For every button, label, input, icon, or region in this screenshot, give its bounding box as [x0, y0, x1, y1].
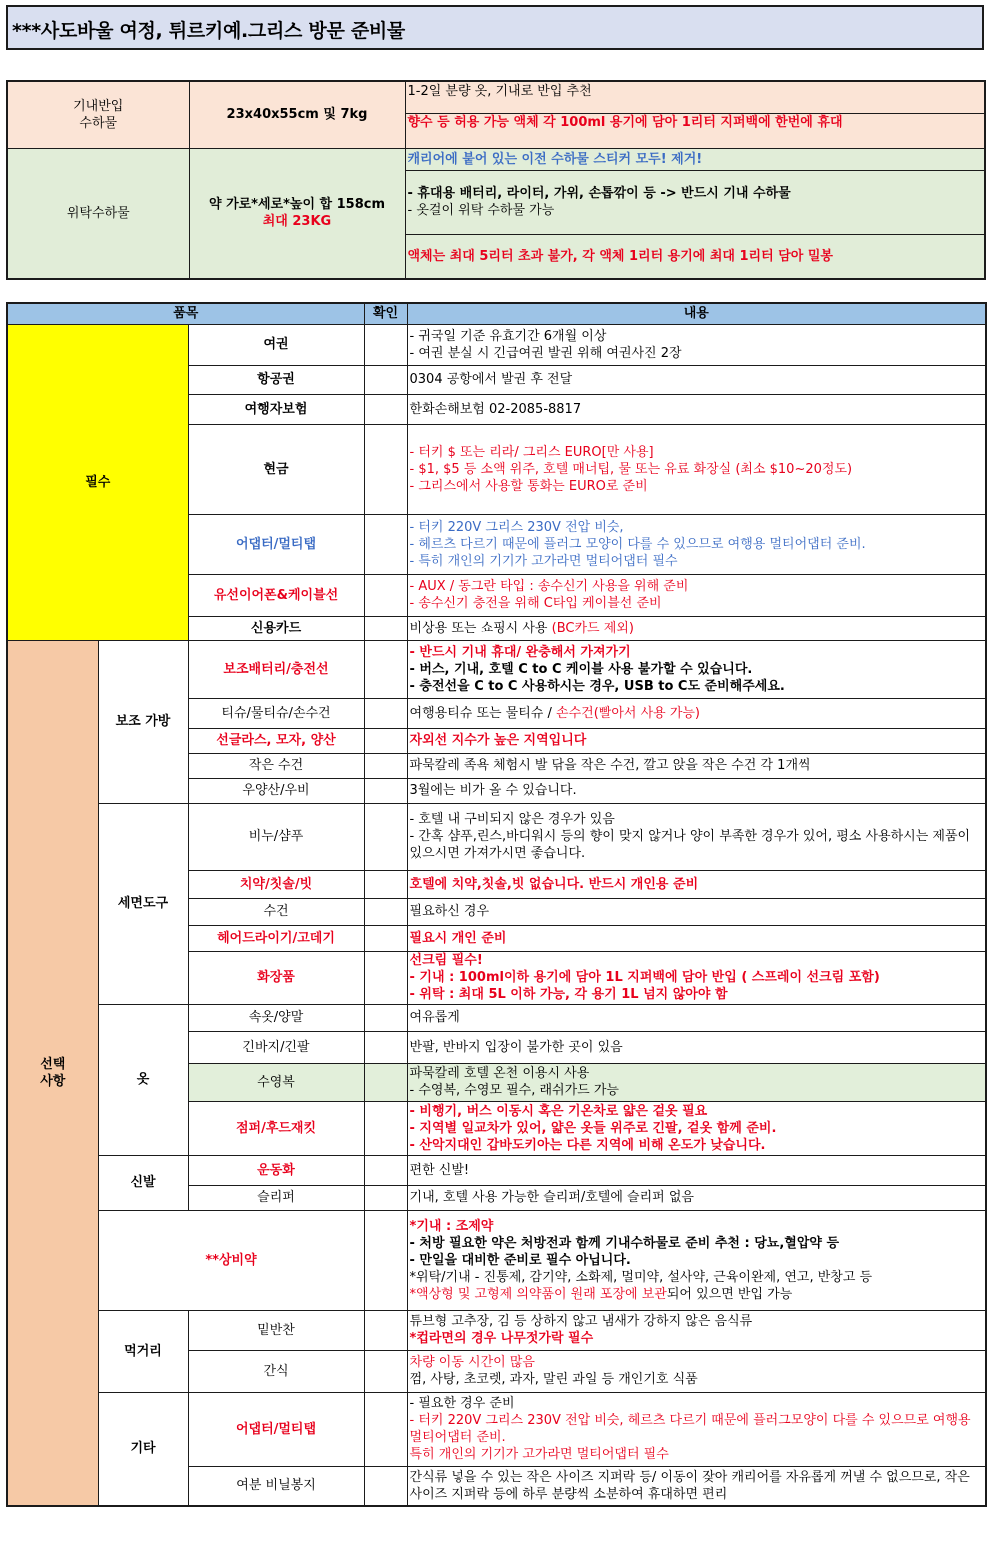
header-content: 내용: [407, 303, 986, 324]
check-box[interactable]: [364, 1392, 407, 1466]
baggage-note: - 휴대용 배터리, 라이터, 가위, 손톱깎이 등 -> 반드시 기내 수하물 - 옷걸이 위탁 수하물 가능: [405, 170, 985, 234]
content-segment: 여행용티슈 또는 물티슈 /: [409, 705, 557, 721]
item-content: [407, 803, 986, 870]
table-row: [7, 1004, 986, 1031]
item-name: [188, 925, 364, 951]
content-line: - $1, $5 등 소액 위주, 호텔 매너팁, 물 또는 유료 화장실 (최소 $10~20정도): [409, 461, 853, 477]
check-box[interactable]: [364, 1185, 407, 1210]
group-name: [98, 640, 188, 803]
content-line: - 수영복, 수영모 필수, 래쉬가드 가능: [409, 1083, 619, 1098]
document-title: ***사도바울 여정, 튀르키예.그리스 방문 준비물: [12, 20, 405, 42]
check-box[interactable]: [364, 951, 407, 1004]
item-name: [188, 1063, 364, 1101]
group-name-text: 먹거리: [124, 1343, 162, 1359]
check-box[interactable]: [364, 728, 407, 753]
item-name-text: 슬리퍼: [257, 1190, 295, 1205]
check-box[interactable]: [364, 870, 407, 898]
content-line: - 필요한 경우 준비: [409, 1396, 515, 1411]
check-box[interactable]: [364, 616, 407, 640]
item-name: [188, 640, 364, 698]
item-name: [188, 778, 364, 803]
content-line: - 터키 220V 그리스 230V 전압 비슷,: [409, 519, 624, 535]
item-name-text: 운동화: [257, 1162, 295, 1178]
check-box[interactable]: [364, 1031, 407, 1063]
item-name-text: 보조배터리/충전선: [223, 661, 329, 677]
item-name-text: 어댑터/멀티탭: [235, 1421, 317, 1437]
check-box[interactable]: [364, 394, 407, 424]
check-box[interactable]: [364, 1101, 407, 1155]
item-name-text: 여분 비닐봉지: [236, 1478, 316, 1494]
content-line: 기내, 호텔 사용 가능한 슬리퍼/호텔에 슬리퍼 없음: [409, 1190, 694, 1205]
content-line: 한화손해보험 02-2085-8817: [409, 401, 582, 417]
item-name: [188, 1031, 364, 1063]
category-label: 필수: [85, 474, 111, 490]
group-name-text: 세면도구: [117, 896, 169, 911]
item-content: [407, 1350, 986, 1392]
content-line: *컵라면의 경우 나무젓가락 필수: [409, 1331, 594, 1346]
content-line: 0304 공항에서 발권 후 전달: [409, 372, 573, 387]
item-content: [407, 1004, 986, 1031]
content-line: *위탁/기내 - 진통제, 감기약, 소화제, 멀미약, 설사약, 근육이완제, 연고, 반창고 등: [409, 1269, 873, 1285]
content-line: - 그리스에서 사용할 통화는 EURO로 준비: [409, 478, 648, 494]
item-name: [188, 616, 364, 640]
item-name: [188, 1101, 364, 1155]
check-box[interactable]: [364, 803, 407, 870]
item-name-text: 수건: [263, 904, 289, 919]
check-box[interactable]: [364, 1310, 407, 1350]
group-name-text: 신발: [130, 1175, 156, 1190]
baggage-type-carryon: 기내반입 수하물: [7, 81, 189, 148]
content-line: 여유롭게: [409, 1010, 460, 1025]
content-line: - 헤르츠 다르기 때문에 플러그 모양이 다를 수 있으므로 여행용 멀티어댑터 준비.: [409, 536, 866, 552]
content-line: *기내 : 조제약: [409, 1218, 494, 1234]
check-box[interactable]: [364, 698, 407, 728]
check-box[interactable]: [364, 324, 407, 365]
content-line: - 터키 $ 또는 리라/ 그리스 EURO[만 사용]: [409, 444, 654, 460]
group-name: [98, 1310, 188, 1392]
check-box[interactable]: [364, 753, 407, 778]
check-box[interactable]: [364, 1155, 407, 1185]
content-line: 특히 개인의 기기가 고가라면 멀티어댑터 필수: [409, 1447, 669, 1462]
item-content: [407, 365, 986, 394]
header-check: 확인: [364, 303, 407, 324]
item-content: [407, 616, 986, 640]
content-segment: (BC카드 제외): [551, 620, 634, 636]
table-row: [7, 1310, 986, 1350]
check-box[interactable]: [364, 1350, 407, 1392]
item-name: [188, 753, 364, 778]
item-name: [188, 898, 364, 925]
checklist-table: [6, 302, 987, 1507]
item-name: [188, 1350, 364, 1392]
table-row: [7, 1155, 986, 1185]
item-name-text: 속옷/양말: [248, 1010, 304, 1025]
item-content: [407, 1031, 986, 1063]
content-line: - 위탁 : 최대 5L 이하 가능, 각 용기 1L 넘지 않아야 함: [409, 987, 728, 1002]
content-line: 선크림 필수!: [409, 953, 483, 968]
content-line: [410, 705, 984, 722]
item-name: [188, 951, 364, 1004]
content-segment: 되어 있으면 반입 가능: [666, 1286, 793, 1302]
item-name-text: 수영복: [257, 1074, 295, 1090]
content-line: 필요하신 경우: [409, 904, 489, 919]
check-box[interactable]: [364, 574, 407, 616]
item-content: [407, 1185, 986, 1210]
category-label: 사항: [40, 1073, 66, 1089]
content-line: 호텔에 치약,칫솔,빗 없습니다. 반드시 개인용 준비: [409, 876, 699, 892]
item-name-text: 화장품: [257, 970, 295, 985]
item-name: [188, 574, 364, 616]
group-name: [98, 1155, 188, 1210]
item-name-text: 티슈/물티슈/손수건: [221, 705, 331, 721]
item-name: [188, 365, 364, 394]
content-line: - 처방 필요한 약은 처방전과 함께 기내수하물로 준비 추천 : 당뇨,혈압약 등: [409, 1235, 840, 1251]
item-content: [407, 778, 986, 803]
item-name-text: 우양산/우비: [242, 783, 310, 798]
item-name: [188, 728, 364, 753]
group-name: [98, 803, 188, 1004]
item-name-text: 항공권: [257, 372, 295, 387]
category-label: 선택: [40, 1056, 66, 1072]
content-line: - 버스, 기내, 호텔 C to C 케이블 사용 불가할 수 있습니다.: [409, 661, 753, 677]
item-name: [188, 1310, 364, 1350]
item-name-text: 작은 수건: [248, 758, 304, 773]
item-content: [407, 574, 986, 616]
check-box[interactable]: [364, 778, 407, 803]
item-name: [188, 1392, 364, 1466]
content-segment: 비상용 또는 쇼핑시 사용: [409, 620, 552, 636]
item-name-text: 밑반찬: [257, 1322, 295, 1338]
category-required: [7, 324, 188, 640]
content-line: - AUX / 동그란 타입 : 송수신기 사용을 위해 준비: [409, 579, 689, 594]
item-name-text: 점퍼/후드재킷: [235, 1120, 317, 1136]
item-name: [188, 424, 364, 514]
content-line: - 충전선을 C to C 사용하시는 경우, USB to C도 준비해주세요.: [409, 678, 785, 694]
item-content: [407, 753, 986, 778]
item-content: [407, 394, 986, 424]
item-name-text: 유선이어폰&케이블선: [213, 587, 339, 603]
baggage-note: 캐리어에 붙어 있는 이전 수하물 스티커 모두! 제거!: [405, 148, 985, 170]
content-line: 반팔, 반바지 입장이 불가한 곳이 있음: [409, 1039, 623, 1055]
item-content: [407, 898, 986, 925]
content-line: - 산악지대인 갑바도키아는 다른 지역에 비해 온도가 낮습니다.: [409, 1137, 766, 1153]
item-name: [188, 1004, 364, 1031]
check-box[interactable]: [364, 640, 407, 698]
item-name-text: 간식: [263, 1363, 289, 1379]
content-line: - 송수신기 충전을 위해 C타입 케이블선 준비: [409, 596, 662, 611]
content-line: - 특히 개인의 기기가 고가라면 멀티어댑터 필수: [409, 553, 678, 569]
content-line: 차량 이동 시간이 많음: [409, 1355, 535, 1370]
item-name: [188, 1185, 364, 1210]
content-line: - 지역별 일교차가 있어, 얇은 옷들 위주로 긴팔, 겉옷 함께 준비.: [409, 1120, 777, 1136]
item-content: [407, 1310, 986, 1350]
item-name: [98, 1210, 364, 1310]
item-name: [188, 394, 364, 424]
item-name-text: 어댑터/멀티탭: [235, 536, 317, 552]
group-name: [98, 1004, 188, 1155]
item-name-text: 여행자보험: [244, 401, 308, 417]
group-name-text: 옷: [136, 1072, 150, 1087]
item-name: [188, 803, 364, 870]
item-name: [188, 870, 364, 898]
content-line: - 여권 분실 시 긴급여권 발권 위해 여권사진 2장: [409, 345, 682, 361]
table-row: [7, 1210, 986, 1310]
header-item: 품목: [7, 303, 364, 324]
check-box[interactable]: [364, 365, 407, 394]
check-box[interactable]: [364, 925, 407, 951]
table-row: [7, 1392, 986, 1466]
table-row: [7, 640, 986, 698]
item-content: [407, 514, 986, 574]
table-row: [7, 803, 986, 870]
item-content: [407, 324, 986, 365]
content-line: - 간혹 샴푸,린스,바디워시 등의 향이 맞지 않거나 양이 부족한 경우가 있어, 평소 사용하시는 제품이 있으시면 가져가시면 좋습니다.: [409, 829, 971, 861]
check-box[interactable]: [364, 424, 407, 514]
item-name-text: 헤어드라이기/고데기: [217, 930, 335, 946]
content-line: - 기내 : 100ml이하 용기에 담아 1L 지퍼백에 담아 반입 ( 스프레이 선크림 포함): [409, 970, 880, 985]
check-box[interactable]: [364, 1210, 407, 1310]
content-line: - 비행기, 버스 이동시 혹은 기온차로 얇은 겉옷 필요: [409, 1103, 708, 1119]
baggage-note: 1-2일 분량 옷, 기내로 반입 추천: [405, 81, 985, 113]
baggage-size-checked: 약 가로*세로*높이 합 158cm 최대 23KG: [189, 148, 405, 279]
baggage-table: [6, 80, 986, 280]
item-name: [188, 1466, 364, 1506]
item-content: [407, 1063, 986, 1101]
item-name-text: 여권: [263, 337, 289, 352]
item-name-text: 선글라스, 모자, 양산: [216, 733, 336, 748]
table-row: [7, 324, 986, 365]
item-content: [407, 1101, 986, 1155]
category-optional: [7, 640, 98, 1506]
baggage-type-checked: 위탁수하물: [7, 148, 189, 279]
item-content: [407, 424, 986, 514]
group-name-text: 기타: [130, 1441, 156, 1457]
item-name: [188, 698, 364, 728]
check-box[interactable]: [364, 514, 407, 574]
item-content: [407, 1392, 986, 1466]
item-content: [407, 698, 986, 728]
item-content: [407, 925, 986, 951]
check-box[interactable]: [364, 1466, 407, 1506]
item-name: [188, 1155, 364, 1185]
content-segment: 손수건(빨아서 사용 가능): [556, 705, 701, 721]
content-line: - 반드시 기내 휴대/ 완충해서 가져가기: [409, 644, 631, 660]
document-title-box: [6, 5, 984, 50]
content-line: 편한 신발!: [409, 1162, 470, 1178]
content-line: 간식류 넣을 수 있는 작은 사이즈 지퍼락 등/ 이동이 잦아 캐리어를 자유롭게 꺼낼 수 없으므로, 작은 사이즈 지퍼락 등에 하루 분량씩 소분하여 휴대하면 편리: [409, 1469, 970, 1502]
content-line: 자외선 지수가 높은 지역입니다: [409, 733, 587, 748]
group-name: [98, 1392, 188, 1506]
content-line: - 귀국일 기준 유효기간 6개월 이상: [409, 328, 607, 344]
content-line: 필요시 개인 준비: [409, 930, 507, 946]
item-content: [407, 640, 986, 698]
check-box[interactable]: [364, 1004, 407, 1031]
item-name-text: 비누/샴푸: [248, 829, 304, 844]
content-line: 파묵칼레 호텔 온천 이용시 사용: [409, 1066, 590, 1081]
group-name-text: 보조 가방: [115, 714, 171, 729]
item-content: [407, 870, 986, 898]
item-name-text: 긴바지/긴팔: [242, 1039, 310, 1055]
baggage-note: 향수 등 허용 가능 액체 각 100ml 용기에 담아 1리터 지퍼백에 한번에 휴대: [405, 113, 985, 148]
baggage-note: 액체는 최대 5리터 초과 불가, 각 액체 1리터 용기에 최대 1리터 담아 밀봉: [405, 234, 985, 279]
content-line: - 터키 220V 그리스 230V 전압 비슷, 헤르츠 다르기 때문에 플러그모양이 다를 수 있으므로 여행용 멀티어댑터 준비.: [409, 1413, 971, 1445]
item-content: [407, 1210, 986, 1310]
content-line: [410, 620, 984, 637]
item-name-text: 현금: [263, 461, 289, 477]
item-content: [407, 1155, 986, 1185]
item-name-text: **상비약: [205, 1252, 257, 1268]
content-segment: *액상형 및 고형제 의약품이 원래 포장에 보관: [409, 1286, 667, 1302]
content-line: 껌, 사탕, 초코렛, 과자, 말린 과일 등 개인기호 식품: [409, 1372, 698, 1387]
content-line: - 호텔 내 구비되지 않은 경우가 있음: [409, 812, 615, 827]
item-content: [407, 951, 986, 1004]
item-name-text: 치약/칫솔/빗: [239, 876, 313, 892]
content-line: 파묵칼레 족욕 체험시 발 닦을 작은 수건, 깔고 앉을 작은 수건 각 1개씩: [409, 758, 811, 773]
baggage-size-carryon: 23x40x55cm 및 7kg: [189, 81, 405, 148]
content-line: 3월에는 비가 올 수 있습니다.: [409, 783, 577, 798]
content-line: [410, 1286, 984, 1303]
item-name: [188, 514, 364, 574]
item-content: [407, 728, 986, 753]
item-name-text: 신용카드: [250, 620, 302, 636]
check-box[interactable]: [364, 898, 407, 925]
item-content: [407, 1466, 986, 1506]
content-line: 튜브형 고추장, 김 등 상하지 않고 냄새가 강하지 않은 음식류: [409, 1314, 753, 1329]
content-line: - 만일을 대비한 준비로 필수 아닙니다.: [409, 1252, 631, 1268]
item-name: [188, 324, 364, 365]
check-box[interactable]: [364, 1063, 407, 1101]
